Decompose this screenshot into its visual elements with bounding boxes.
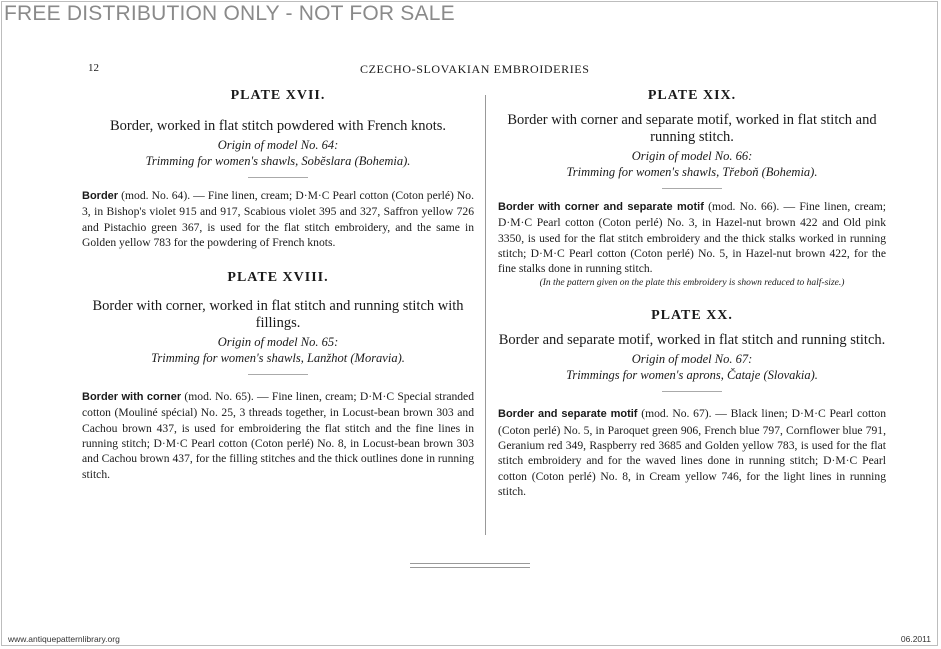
scale-note: (In the pattern given on the plate this embroidery is shown reduced to half-size.) bbox=[539, 278, 845, 289]
plate-xviii-section bbox=[82, 270, 474, 482]
plate-xvii-section bbox=[82, 88, 474, 250]
footer-date: 06.2011 bbox=[900, 634, 931, 644]
body-lead: Border and separate motif bbox=[498, 408, 638, 421]
body-lead: Border with corner bbox=[82, 391, 182, 404]
origin-line: Origin of model No. 65: bbox=[217, 335, 339, 350]
watermark: FREE DISTRIBUTION ONLY - NOT FOR SALE bbox=[4, 2, 455, 25]
trimming-line: Trimming for women's shawls, Sobĕslara (Bohemia). bbox=[145, 154, 411, 168]
section-rule bbox=[662, 188, 722, 189]
plate-title: PLATE XIX. bbox=[647, 88, 737, 103]
plate-body bbox=[498, 406, 886, 499]
plate-description: Border, worked in flat stitch powdered with French knots. bbox=[109, 118, 447, 134]
plate-description: Border and separate motif, worked in flat stitch and running stitch. bbox=[498, 332, 886, 349]
origin-line: Origin of model No. 64: bbox=[217, 138, 339, 152]
section-rule bbox=[248, 374, 308, 375]
plate-title: PLATE XVIII. bbox=[227, 270, 329, 286]
body-text: (mod. No. 67). — Black linen; D·M·C Pearl cotton (Coton perlé) No. 5, in Paroquet green 906, French blue 797, Cornflower blue 791, Geranium red 349, Raspberry red 3685 and Golden yellow 783, is used for the flat stitch embroidery and for the waved lines done in running stitch; D·M·C Pearl cotton (Coton perlé) No. 8, in Cream yellow 746, for the light lines in running stitch. bbox=[498, 407, 887, 498]
plate-title: PLATE XVII. bbox=[230, 88, 326, 103]
body-text: (mod. No. 64). — Fine linen, cream; D·M·C Pearl cotton (Coton perlé) No. 3, in Bishop's violet 915 and 917, Scabious violet 395 and 327, Saffron yellow 726 and Pistachio green 367, is used for the flat stitch embroidery, and the same in Golden yellow 783 for the powdering of French knots. bbox=[82, 189, 474, 249]
plate-body bbox=[82, 188, 474, 250]
body-text: (mod. No. 66). — Fine linen, cream; D·M·C Pearl cotton (Coton perlé) No. 3, in Hazel-nut brown 422 and Old pink 3350, is used for the flat stitch embroidery and the thick stalks worked in running stitch; D·M·C Pearl cotton (Coton perlé) No. 5, in Hazel-nut brown 422, for the fine stalks done in running stitch. bbox=[498, 200, 886, 276]
trimming-line: Trimmings for women's aprons, Čataje (Slovakia). bbox=[566, 368, 818, 383]
right-column bbox=[498, 88, 886, 499]
plate-title: PLATE XX. bbox=[651, 308, 733, 324]
end-rule bbox=[410, 563, 530, 568]
plate-xx-section bbox=[498, 308, 886, 499]
page-number: 12 bbox=[88, 62, 99, 74]
plate-description: Border with corner, worked in flat stitch and running stitch with fillings. bbox=[92, 298, 464, 332]
trimming-line: Trimming for women's shawls, Lanžhot (Moravia). bbox=[151, 351, 405, 366]
plate-body bbox=[82, 389, 474, 482]
plate-xix-section bbox=[498, 88, 886, 288]
column-divider bbox=[485, 95, 486, 535]
origin-line: Origin of model No. 67: bbox=[631, 352, 753, 367]
plate-body bbox=[498, 199, 886, 276]
origin-line: Origin of model No. 66: bbox=[631, 149, 753, 163]
body-lead: Border with corner and separate motif bbox=[498, 201, 704, 213]
footer-url: www.antiquepatternlibrary.org bbox=[8, 634, 120, 644]
body-lead: Border bbox=[82, 190, 119, 202]
trimming-line: Trimming for women's shawls, Třeboň (Bohemia). bbox=[566, 165, 818, 179]
running-header: CZECHO-SLOVAKIAN EMBROIDERIES bbox=[360, 62, 590, 76]
section-rule bbox=[662, 391, 722, 392]
left-column bbox=[82, 88, 474, 482]
section-rule bbox=[248, 177, 308, 178]
plate-description: Border with corner and separate motif, worked in flat stitch and running stitch. bbox=[507, 112, 877, 145]
body-text: (mod. No. 65). — Fine linen, cream; D·M·C Special stranded cotton (Mouliné spécial) No. 25, 3 threads together, in Locust-bean brown 303 and Cachou brown 437, is used for embroidering the flat stitch and the fine lines in running stitch; D·M·C Pearl cotton (Coton perlé) No. 8, in Locust-bean brown 303 and Cachou brown 437, for the filling stitches and the thick outlines done in running stitch. bbox=[82, 390, 475, 481]
